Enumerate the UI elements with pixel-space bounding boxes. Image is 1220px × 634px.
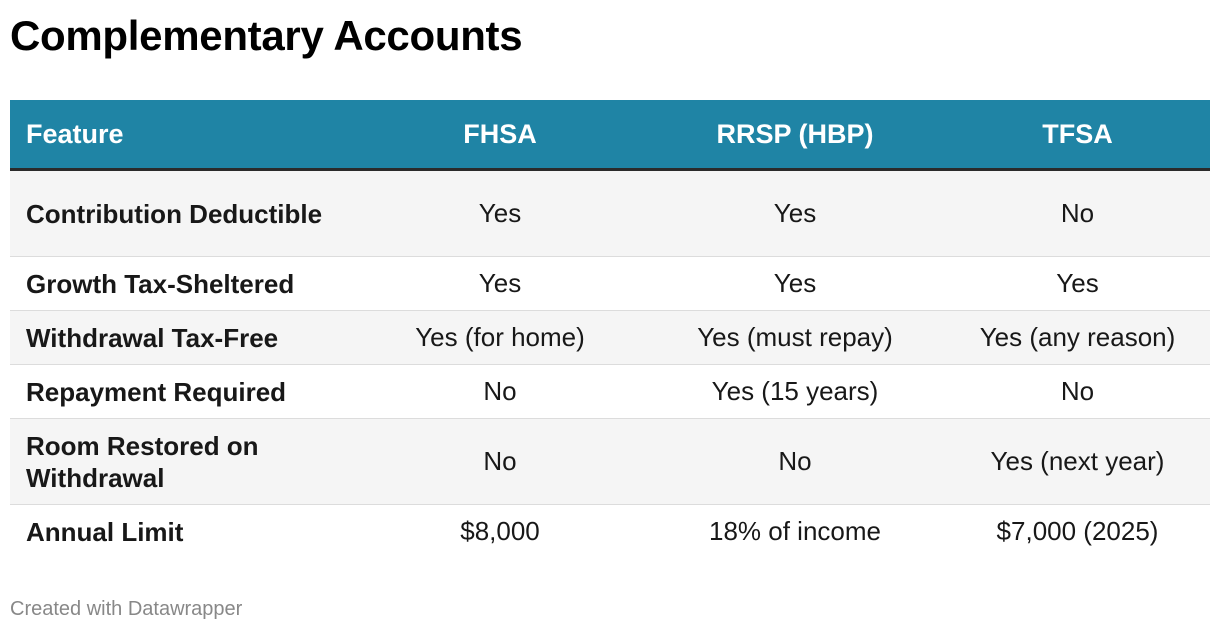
table-cell: No	[945, 365, 1210, 419]
table-cell: No	[355, 365, 645, 419]
table-cell: Yes	[945, 257, 1210, 311]
table-cell: Yes (15 years)	[645, 365, 945, 419]
table-row	[10, 170, 1210, 257]
table-row	[10, 419, 1210, 505]
table-cell: Yes	[645, 170, 945, 257]
row-label: Contribution Deductible	[10, 170, 355, 257]
table-cell: Yes (any reason)	[945, 311, 1210, 365]
row-label: Repayment Required	[10, 365, 355, 419]
table-cell: Yes	[355, 257, 645, 311]
table-cell: $7,000 (2025)	[945, 505, 1210, 559]
comparison-table-wrapper	[10, 100, 1210, 558]
comparison-table	[10, 100, 1210, 558]
column-header-rrsp: RRSP (HBP)	[645, 100, 945, 170]
table-cell: Yes	[645, 257, 945, 311]
row-label: Annual Limit	[10, 505, 355, 559]
table-header-row	[10, 100, 1210, 170]
table-cell: 18% of income	[645, 505, 945, 559]
table-cell: No	[945, 170, 1210, 257]
row-label: Withdrawal Tax-Free	[10, 311, 355, 365]
table-cell: Yes (next year)	[945, 419, 1210, 505]
table-cell: No	[645, 419, 945, 505]
table-cell: Yes	[355, 170, 645, 257]
chart-title: Complementary Accounts	[10, 12, 523, 59]
table-row	[10, 257, 1210, 311]
table-row	[10, 365, 1210, 419]
column-header-tfsa: TFSA	[945, 100, 1210, 170]
table-cell: No	[355, 419, 645, 505]
row-label: Room Restored on Withdrawal	[10, 419, 355, 505]
datawrapper-credit: Created with Datawrapper	[10, 598, 243, 620]
table-cell: $8,000	[355, 505, 645, 559]
row-label: Growth Tax-Sheltered	[10, 257, 355, 311]
table-row	[10, 505, 1210, 559]
column-header-feature: Feature	[10, 100, 355, 170]
table-row	[10, 311, 1210, 365]
table-cell: Yes (for home)	[355, 311, 645, 365]
table-cell: Yes (must repay)	[645, 311, 945, 365]
column-header-fhsa: FHSA	[355, 100, 645, 170]
